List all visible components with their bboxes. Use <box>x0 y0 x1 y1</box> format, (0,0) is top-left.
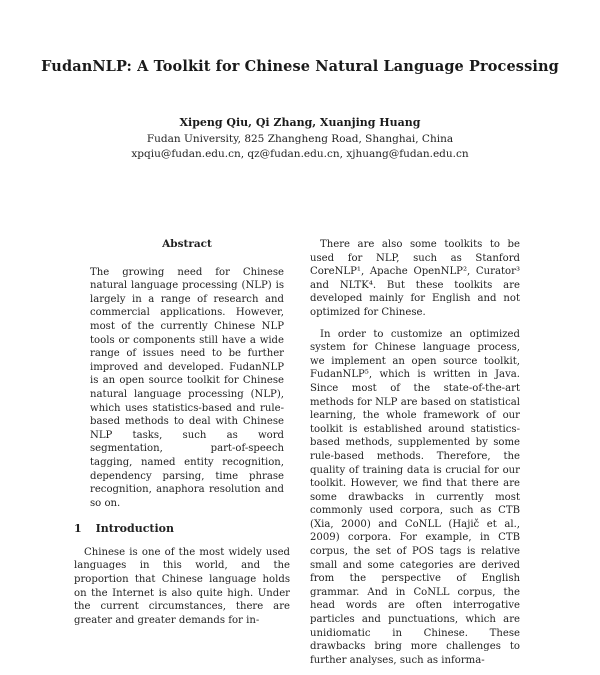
fudannlp-paragraph: In order to customize an optimized system for Chinese language process, we implement an open source toolkit, FudanNLP⁵, which is written in Java. Since most of the state-of-the-art methods for NLP are based on statistical learning, the whole framework of our toolkit is established around statistics-based methods, supplemented by some rule-based methods. Therefore, the quality of training data is crucial for our toolkit. However, we find that there are some drawbacks in currently most commonly used corpora, such as CTB (Xia, 2000) and CoNLL (Hajič et al., 2009) corpora. For example, in CTB corpus, the set of POS tags is relative small and some categories are derived from the perspective of English grammar. And in CoNLL corpus, the head words are often interrogative particles and punctuations, which are unidiomatic in Chinese. These drawbacks bring more challenges to further analyses, such as informa- <box>310 328 520 666</box>
abstract-heading: Abstract <box>162 238 212 250</box>
section-title: Introduction <box>95 522 174 536</box>
section-number: 1 <box>74 522 82 536</box>
affiliation: Fudan University, 825 Zhangheng Road, Shanghai, China <box>146 133 454 145</box>
paper-title: FudanNLP: A Toolkit for Chinese Natural Language Processing <box>41 58 559 75</box>
left-column <box>74 238 290 627</box>
author-list: Xipeng Qiu, Qi Zhang, Xuanjing Huang <box>179 116 421 129</box>
section-heading-introduction <box>74 522 290 536</box>
right-column <box>310 238 520 675</box>
abstract-body: The growing need for Chinese natural language processing (NLP) is largely in a range of research and commercial applications. However, most of the currently Chinese NLP tools or components still have a wide range of issues need to be further improved and developed. FudanNLP is an open source toolkit for Chinese natural language processing (NLP), which uses statistics-based and rule-based methods to deal with Chinese NLP tasks, such as word segmentation, part-of-speech tagging, named entity recognition, dependency parsing, time phrase recognition, anaphora resolution and so on. <box>90 266 284 509</box>
toolkits-paragraph: There are also some toolkits to be used for NLP, such as Stanford CoreNLP¹, Apache OpenNLP², Curator³ and NLTK⁴. But these toolkits are developed mainly for English and not optimized for Chinese. <box>310 239 520 318</box>
author-emails: xpqiu@fudan.edu.cn, qz@fudan.edu.cn, xjhuang@fudan.edu.cn <box>131 148 469 160</box>
introduction-paragraph: Chinese is one of the most widely used languages in this world, and the proportion that Chinese language holds on the Internet is also quite high. Under the current circumstances, there are greater and greater demands for in- <box>74 546 290 626</box>
